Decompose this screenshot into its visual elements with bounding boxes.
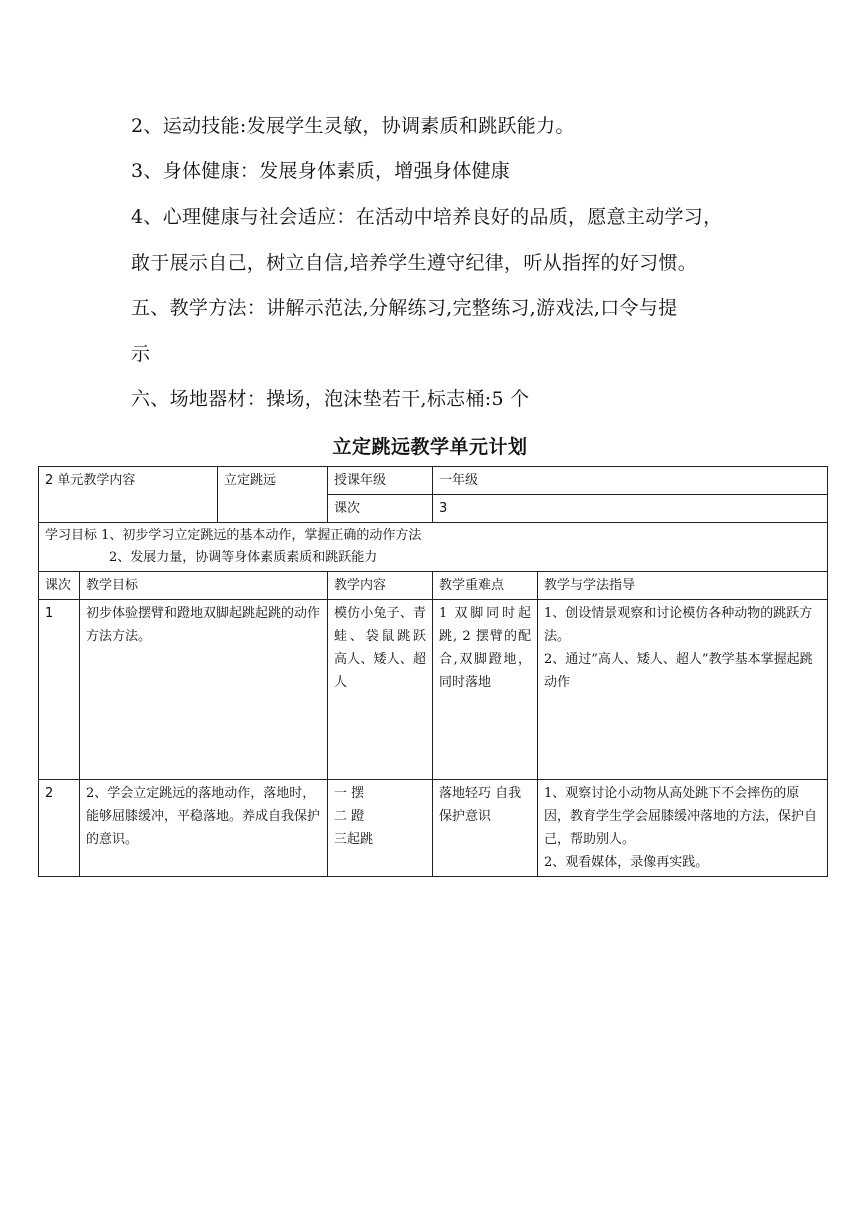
- lesson-content: [328, 780, 433, 877]
- table-row-unit: [39, 467, 828, 495]
- grade-value-cell: 一年级: [433, 467, 828, 495]
- table-header-row: [39, 572, 828, 600]
- header-key-points: 教学重难点: [433, 572, 538, 600]
- guidance-item: 2、通过”高人、矮人、超人”教学基本掌握起跳动作: [544, 652, 813, 690]
- lesson-key-points: 1 双脚同时起跳, 2 摆臂的配合,双脚蹬地，同时落地: [433, 600, 538, 780]
- unit-plan-table: [38, 466, 828, 877]
- unit-label-cell: 2 单元教学内容: [39, 467, 218, 523]
- paragraph-methods: 五、教学方法：讲解示范法,分解练习,完整练习,游戏法,口令与提: [131, 297, 678, 319]
- content-item: 三起跳: [334, 832, 374, 847]
- learning-goals-cell: [39, 523, 828, 572]
- guidance-item: 1、观察讨论小动物从高处跳下不会摔伤的原因，教育学生学会屈膝缓冲落地的方法，保护自己，帮助别人。: [544, 786, 818, 847]
- paragraph-health: 3、身体健康：发展身体素质，增强身体健康: [131, 160, 511, 182]
- lessons-value-cell: 3: [433, 495, 828, 523]
- paragraph-methods-cont: 示: [131, 343, 151, 365]
- header-lesson-num: 课次: [39, 572, 80, 600]
- header-objective: 教学目标: [80, 572, 328, 600]
- lesson-guidance: [538, 600, 828, 780]
- lesson-objective: 2、学会立定跳远的落地动作，落地时，能够屈膝缓冲，平稳落地。养成自我保护的意识。: [80, 780, 328, 877]
- lesson-guidance: [538, 780, 828, 877]
- goals-line-1: 学习目标 1、初步学习立定跳远的基本动作，掌握正确的动作方法: [45, 528, 422, 543]
- plan-title: 立定跳远教学单元计划: [332, 436, 528, 458]
- goals-line-2: 2、发展力量，协调等身体素质素质和跳跃能力: [109, 550, 378, 565]
- guidance-item: 1、创设情景观察和讨论模仿各种动物的跳跃方法。: [544, 606, 813, 644]
- table-row: [39, 600, 828, 780]
- lesson-num: 1: [39, 600, 80, 780]
- unit-value-cell: 立定跳远: [218, 467, 328, 523]
- table-row: [39, 780, 828, 877]
- header-content: 教学内容: [328, 572, 433, 600]
- lesson-key-points: 落地轻巧 自我保护意识: [433, 780, 538, 877]
- lessons-label-cell: 课次: [328, 495, 433, 523]
- grade-label-cell: 授课年级: [328, 467, 433, 495]
- paragraph-mental: 4、心理健康与社会适应：在活动中培养良好的品质，愿意主动学习，: [131, 206, 723, 228]
- content-item: 一 摆: [334, 786, 365, 801]
- lesson-content: 模仿小兔子、青蛙、袋鼠跳跃 高人、矮人、超人: [328, 600, 433, 780]
- lesson-objective: 初步体验摆臂和蹬地双脚起跳起跳的动作方法方法。: [80, 600, 328, 780]
- content-item: 二 蹬: [334, 809, 365, 824]
- lesson-num: 2: [39, 780, 80, 877]
- guidance-item: 2、观看媒体，录像再实践。: [544, 855, 709, 870]
- paragraph-equipment: 六、场地器材：操场，泡沫垫若干,标志桶:5 个: [131, 388, 530, 410]
- paragraph-skill: 2、运动技能:发展学生灵敏，协调素质和跳跃能力。: [131, 115, 575, 137]
- header-guidance: 教学与学法指导: [538, 572, 828, 600]
- paragraph-mental-cont: 敢于展示自己，树立自信,培养学生遵守纪律，听从指挥的好习惯。: [131, 252, 698, 274]
- table-row-goals: [39, 523, 828, 572]
